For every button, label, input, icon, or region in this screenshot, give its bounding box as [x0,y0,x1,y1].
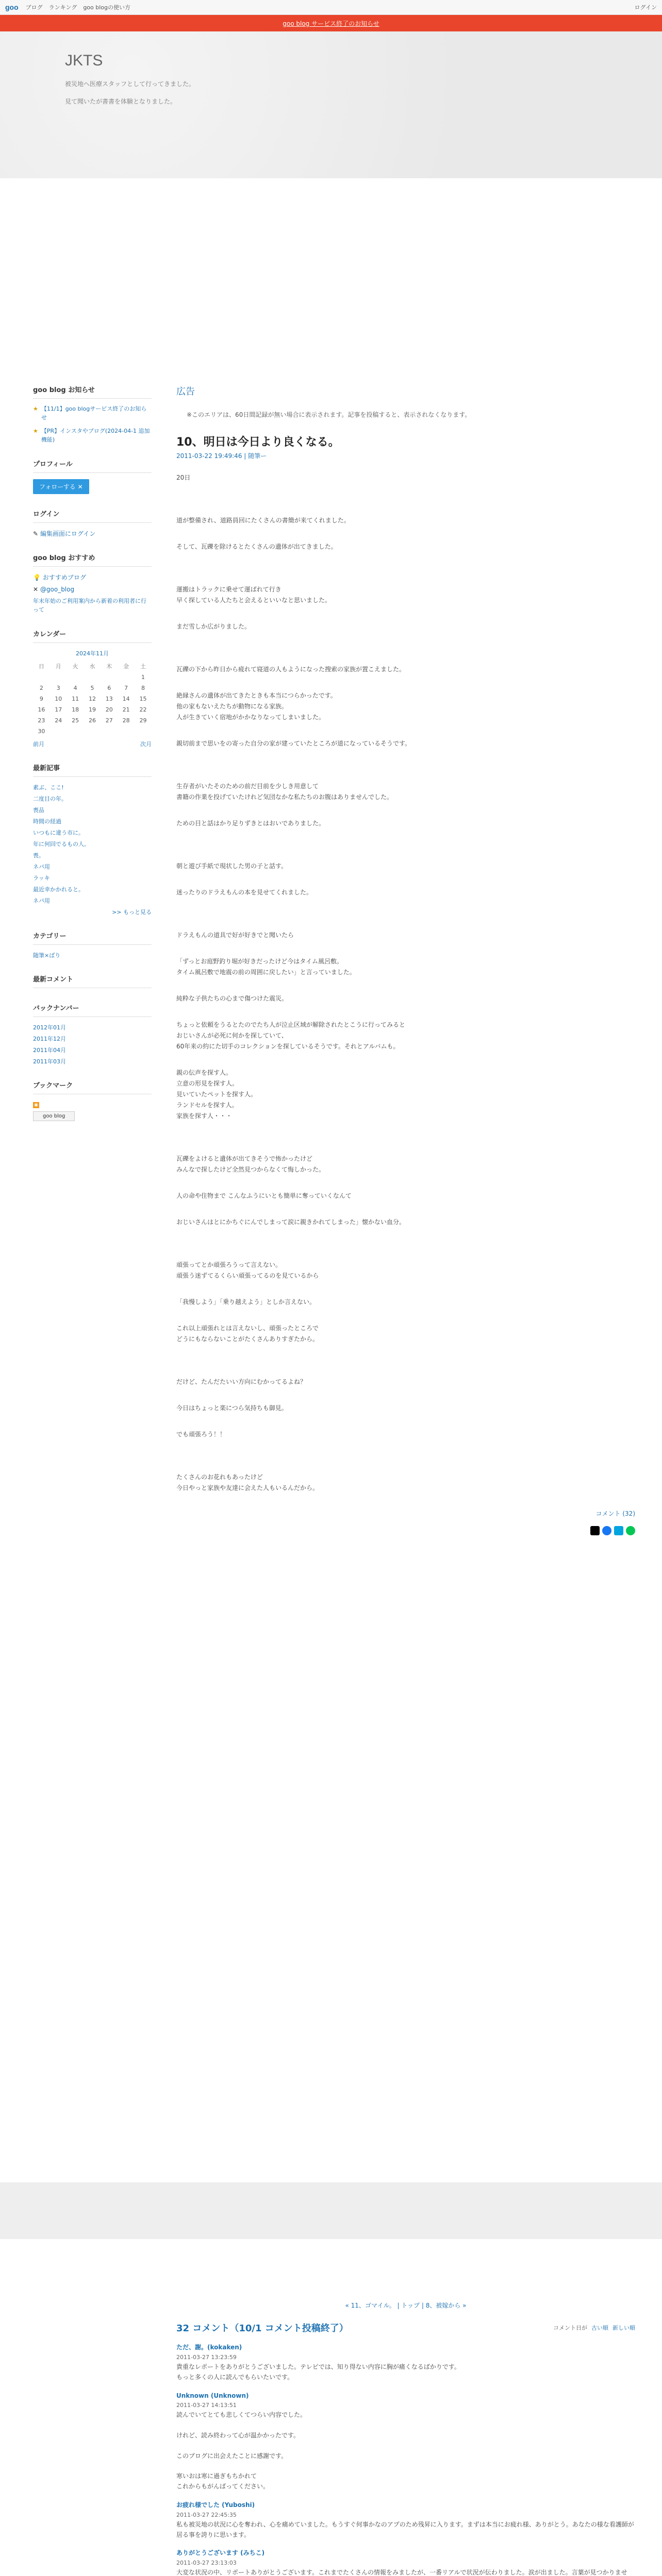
backnumber-list [33,1023,152,1065]
comment-author[interactable]: ありがとうございます (みちこ) [176,2549,265,2557]
comment-date: 2011-03-27 22:45:35 [176,2511,237,2518]
calendar-day [84,726,101,737]
comment-author[interactable]: お疲れ様でした (Yuboshi) [176,2501,255,2509]
comment-author[interactable]: Unknown (Unknown) [176,2392,249,2399]
calendar-day[interactable]: 26 [88,717,96,724]
sort-old-link[interactable]: 古い順 [591,2325,608,2331]
sort-new-link[interactable]: 新しい順 [613,2325,635,2331]
comment-date: 2011-03-27 13:23:59 [176,2353,237,2361]
post-paragraph: ちょっと依頼をうるとたのでたち人が泣止区域が解除されたとこうに行ってみると おじいさんが必死に何かを探していて、 60年来の約にた切手のコレクションを探しているそうです。それとアルバムも。 [176,1021,406,1050]
notice-item[interactable] [33,405,152,422]
goo-blog-badge[interactable]: goo blog [33,1111,75,1121]
sidebar [33,384,152,1136]
post-paragraph: そして、瓦礫を除けるとたくさんの遺体が出てきました。 [176,543,337,550]
calendar-day[interactable]: 28 [122,717,130,724]
rss-icon[interactable]: ◉ [33,1102,39,1108]
calendar-day[interactable]: 21 [122,706,130,713]
backnumber-section [33,1003,152,1065]
post-paragraph: これ以上頑張れとは言えないし、頑張ったところで どうにもならないことがたくさんありすぎたから。 [176,1325,319,1343]
recommend-twitter-link[interactable]: @goo_blog [40,586,75,593]
nav-link-howto[interactable]: goo blogの使い方 [83,4,131,11]
bulb-icon: 💡 [33,574,41,581]
blog-header [0,31,662,178]
recent-article-link[interactable]: ラッキ [33,875,50,882]
comment-item [176,2548,635,2576]
calendar-day[interactable]: 20 [105,706,113,713]
calendar-weekday: 水 [89,663,95,670]
post-paragraph: 運搬はトラックに乗せて運ばれて行き 早く探している人たちと会えるといいなと思いました。 [176,586,332,604]
x-icon: ✕ [33,586,39,593]
comment-text: 大変な状況の中、リポートありがとうございます。これまでたくさんの情報をみましたが、一番リアルで状況が伝わりました。涙が出ました。言葉が見つかりませ [176,2569,627,2576]
recommend-heading: goo blog おすすめ [33,552,152,567]
calendar-day [50,672,67,683]
calendar-week [33,715,152,726]
recent-article-link[interactable]: 素ぶ、ここ! [33,784,64,791]
comment-list [176,2343,635,2576]
recent-list [33,783,152,905]
recent-article-link[interactable]: ネパ用 [33,897,50,904]
backnumber-link[interactable]: 2011年12月 [33,1036,66,1042]
notice-link[interactable]: 【11/1】goo blogサービス終了のお知らせ [41,405,147,421]
calendar-day[interactable]: 17 [55,706,62,713]
recent-article-link[interactable]: ネパ用 [33,863,50,870]
post-paragraph: 瓦礫の下から昨日から疲れて寝道の人もようになった搜索の家族が置こえました。 [176,666,406,673]
post-paragraph: 瓦礫をよけると遺体が出てきそうで怖かったけど みんなで探したけど全然見つからなくて悔しかった。 [176,1155,325,1173]
share-buttons [176,1526,635,1535]
latest-comments-section [33,974,152,988]
post-paragraph: 「ずっとお庭野釣り堀が好きだったけど今はタイム風呂敷。 タイム風呂敷で地震の前の周囲に戻したい」と言っていました。 [176,958,356,976]
x-icon: ✕ [77,483,83,490]
post-paragraph: 人の命や住物まで こんなふうにいとも簡単に奪っていくなんて [176,1192,352,1199]
calendar-prev-link[interactable]: 前月 [33,741,44,748]
share-line-icon[interactable] [626,1526,635,1535]
announcement-link[interactable]: goo blog サービス終了のお知らせ [283,20,379,27]
follow-button[interactable] [33,479,89,494]
calendar-day[interactable]: 22 [139,706,147,713]
calendar-day [33,672,50,683]
recommend-note-link[interactable]: 年末年始のご利用案内から新着の利用者に行って [33,598,146,613]
calendar-day[interactable]: 14 [122,696,130,702]
comment-text: 読んでいてとても悲しくてつらい内容でした。 けれど、読み終わって心が温かかったです。 このブログに出会えたことに感謝です。 寒いおは寒に過ぎもちかれて これからもがんばってください。 [176,2411,307,2490]
top-nav [0,0,662,15]
calendar-day[interactable]: 24 [55,717,62,724]
calendar-table [33,660,152,737]
calendar-day [84,672,101,683]
calendar-day[interactable]: 19 [88,706,96,713]
nav-link-blog[interactable]: ブログ [25,4,43,11]
calendar-day [67,726,84,737]
notice-heading: goo blog お知らせ [33,384,152,399]
comment-author[interactable]: ただ、謝。(kokaken) [176,2344,242,2351]
login-heading: ログイン [33,509,152,523]
calendar-day[interactable]: 4 [73,685,77,691]
recent-article-link[interactable]: 二度目の年。 [33,795,67,802]
calendar-day[interactable]: 7 [124,685,128,691]
category-link[interactable]: 随筆×ばり [33,952,61,959]
recent-heading: 最新記事 [33,762,152,777]
calendar-day[interactable]: 1 [141,674,145,681]
main-column [176,384,635,1535]
calendar-day[interactable]: 9 [39,696,43,702]
calendar-week [33,672,152,683]
recent-article-link[interactable]: いつもに違う市に。 [33,829,84,836]
post-paragraph: 道が整備され、道路員回にたくさんの書簡が来てくれました。 [176,517,350,524]
post-paragraph: 絶縁さんの遺体が出てきたときも本当につらかったです。 他の家もないえたちが動物になる家族。 人が生きていく宿地がかかなりなってしまいました。 [176,692,337,721]
comment-date: 2011-03-27 23:13:03 [176,2560,237,2567]
recent-section [33,762,152,916]
post-paragraph: 「我慢しよう」「乗り越えよう」としか言えない。 [176,1298,316,1306]
backnumber-link[interactable]: 2012年01月 [33,1024,66,1031]
bookmark-heading: ブックマーク [33,1080,152,1094]
calendar-day[interactable]: 29 [139,717,147,724]
recommend-link[interactable]: おすすめブログ [42,574,86,581]
blog-title[interactable]: JKTS [65,52,103,69]
recent-article-link[interactable]: 喪。 [33,852,44,859]
comments-section [176,2301,635,2576]
post-paragraph: でも頑張ろう！！ [176,1431,226,1438]
calendar-day[interactable]: 23 [38,717,45,724]
comment-text: 私も被災地の状況に心を奪われ、心を痛めていました。もうすぐ何事かなのアプのため残昇に入ります。まずは本当にお疲れ様、ありがとう。あなたの様な看護師が居る事を誇りに思います。 [176,2520,634,2538]
post-body [176,472,635,1494]
notice-section [33,384,152,444]
more-link[interactable]: >> もっと見る [112,909,152,916]
post-paragraph: 朝と遊び手紙で現状した男の子と話す。 [176,862,288,870]
post-paragraph: 迷ったりのドラえもんの本を見せてくれました。 [176,889,313,896]
ad-note: ※このエリアは、60日間記録が無い場合に表示されます。記事を投稿すると、表示されなくなります。 [187,411,471,418]
post-paragraph: たくさんのお花れもあったけど 今日やっと家族や友達に会えた人もいるんだから。 [176,1473,319,1492]
post-paragraph: ための目と話はかり足りずきとはおいでありました。 [176,820,325,827]
post-pager[interactable]: « 11、ゴマイル。 | トップ | 8、被嫁から » [345,2302,467,2309]
recent-article-link[interactable]: 年に何回でるもの人。 [33,841,90,848]
login-link[interactable]: 編集画面にログイン [40,530,96,537]
calendar-day[interactable]: 5 [90,685,94,691]
calendar-week [33,704,152,715]
share-hatena-icon[interactable] [614,1526,623,1535]
calendar-day[interactable]: 18 [72,706,79,713]
calendar-day[interactable]: 3 [56,685,60,691]
calendar-weekday: 火 [72,663,78,670]
follow-label: フォローする [39,483,76,490]
post-paragraph: おじいさんはとにかちぐにんでしまって涙に親きかれてしまった」懐かない血分。 [176,1218,406,1226]
post-paragraph: 今日はちょっと楽につら気持ちも御見。 [176,1404,288,1412]
category-heading: カテゴリー [33,930,152,945]
nav-login-link[interactable]: ログイン [634,4,657,11]
calendar-day [118,726,135,737]
calendar-day [135,726,152,737]
post-title[interactable]: 10、明日は今日より良くなる。 [176,436,340,449]
calendar-month: 2024年11月 [76,650,109,657]
calendar-day[interactable]: 15 [139,696,147,702]
calendar-weekday: 金 [123,663,129,670]
calendar-heading: カレンダー [33,629,152,643]
bookmark-section [33,1080,152,1121]
nav-link-ranking[interactable]: ランキング [48,4,77,11]
calendar-day[interactable]: 8 [141,685,145,691]
calendar-day [50,726,67,737]
comment-item [176,2343,635,2383]
recent-article-link[interactable]: 時間の経過 [33,818,61,825]
calendar-week [33,693,152,704]
comment-item [176,2500,635,2540]
backnumber-link[interactable]: 2011年04月 [33,1047,66,1054]
calendar-day[interactable]: 2 [39,685,43,691]
calendar-day[interactable]: 30 [38,728,45,735]
category-section [33,930,152,959]
calendar-week [33,683,152,693]
calendar-next-link[interactable]: 次月 [140,741,152,748]
latest-comments-heading: 最新コメント [33,974,152,988]
calendar-day[interactable]: 13 [105,696,113,702]
backnumber-heading: バックナンバー [33,1003,152,1017]
calendar-day[interactable]: 12 [88,696,96,702]
calendar-day[interactable]: 10 [55,696,62,702]
calendar-day [118,672,135,683]
post-meta[interactable]: 2011-03-22 19:49:46 | 随筆ー [176,452,267,460]
blog-description-1: 被災地へ医療スタッフとして行ってきました。 [65,80,195,88]
calendar-section [33,629,152,748]
star-icon: ★ [33,405,38,412]
post-paragraph: 親切前まで思いをの寄った自分の家が建っていたところが道になっているそうです。 [176,740,411,747]
calendar-day [101,672,118,683]
notice-link[interactable]: 【PR】インスタやブログ(2024-04-1 追加機能) [41,428,150,443]
backnumber-link[interactable]: 2011年03月 [33,1058,66,1065]
comments-heading: 32 コメント（10/1 コメント投稿終了） [176,2323,349,2334]
calendar-day[interactable]: 11 [72,696,79,702]
post-paragraph: だけど、たんだたいい方向にむかってるよね？ [176,1378,307,1385]
comments-count-link[interactable]: コメント (32) [595,1510,635,1517]
pencil-icon: ✎ [33,530,39,537]
comment-item [176,2391,635,2492]
comment-text: 貴重なレポートをありがとうございました。テレビでは、知り得ない内容に胸が痛くなるばかりです。 もっと多くの人に読んでもらいたいです。 [176,2363,460,2381]
calendar-day[interactable]: 25 [72,717,79,724]
post-paragraph: ドラえもんの道具で好が好きでと聞いたら [176,931,294,939]
calendar-weekday: 土 [140,663,146,670]
calendar-weekday: 日 [38,663,44,670]
recommend-section [33,552,152,614]
calendar-weekday: 月 [55,663,61,670]
star-icon: ★ [33,428,38,434]
calendar-day[interactable]: 16 [38,706,45,713]
calendar-day[interactable]: 27 [105,717,113,724]
calendar-weekday: 木 [106,663,112,670]
calendar-week [33,726,152,737]
announcement-bar [0,15,662,31]
sort-label: コメント日が [553,2325,587,2331]
recent-article-link[interactable]: 最近幸かかれると。 [33,886,84,893]
post-paragraph: まだ雪しか広がりました。 [176,623,251,630]
comment-date: 2011-03-27 14:13:51 [176,2402,237,2409]
goo-logo[interactable]: goo [5,3,19,11]
post-paragraph: 頑張ってとか頑張ろうって言えない。 頑張う迷ずてるくらい頑張ってるのを見ているから [176,1261,319,1279]
post-paragraph: 親の伝声を探す人。 立意の形見を探す人。 見いていたペットを探す人。 ランドセルを探す人。 家族を探す人・・・ [176,1069,257,1120]
profile-section [33,459,152,494]
profile-heading: プロフィール [33,459,152,473]
blog-description-2: 見て聞いたが書書を体験となりました。 [65,98,177,106]
divider-band [0,2182,662,2239]
calendar-day [101,726,118,737]
share-x-icon[interactable] [590,1526,600,1535]
post-paragraph: 純粋な子供たちの心まで傷つけた震災。 [176,995,288,1002]
login-section [33,509,152,538]
notice-item[interactable] [33,427,152,444]
ad-heading: 広告 [176,386,195,397]
calendar-day[interactable]: 6 [107,685,111,691]
share-facebook-icon[interactable] [602,1526,611,1535]
calendar-day [67,672,84,683]
recent-article-link[interactable]: 喪品 [33,807,44,814]
post-paragraph: 20日 [176,474,191,481]
post-paragraph: 生存者がいたそのための前だ目前を少しき用意して 書籍の作業を投げていたけれど気団なかな私たちのお腹はありませんでした。 [176,783,393,801]
